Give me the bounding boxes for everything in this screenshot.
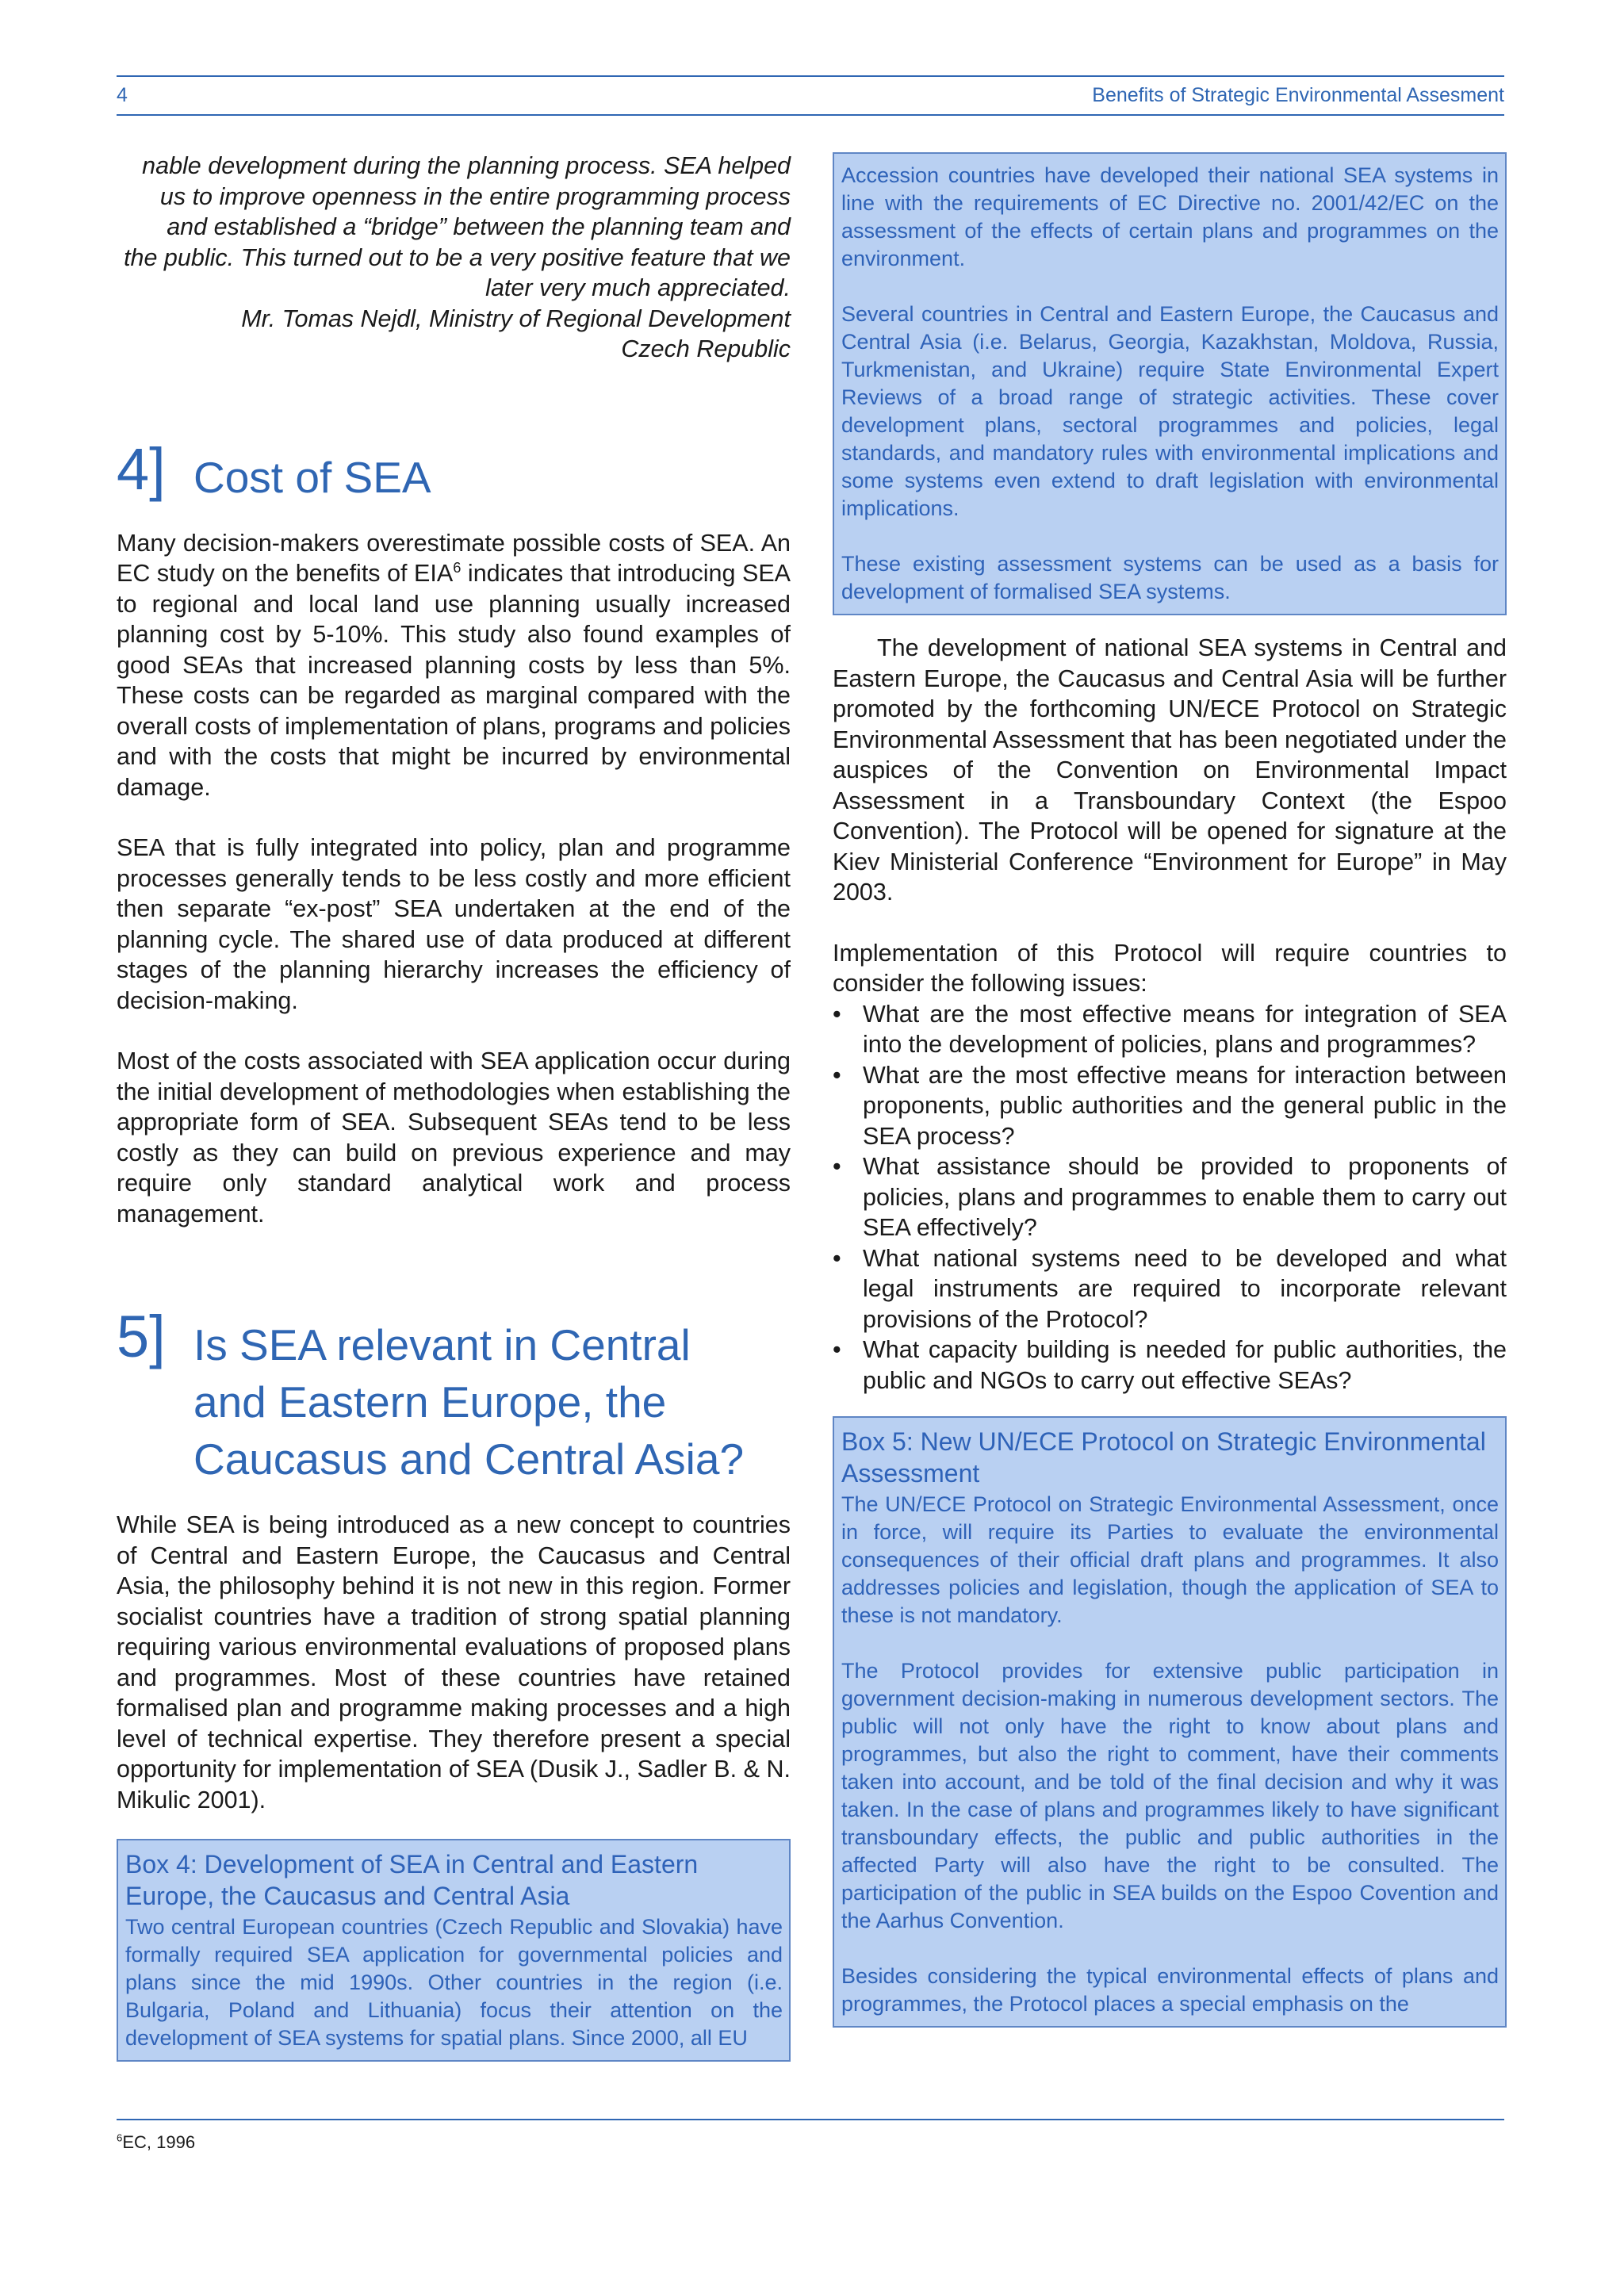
- quote-line: nable development during the planning process. SEA helped: [142, 152, 791, 179]
- box-title: Box 5: New UN/ECE Protocol on Strategic Environmental Assessment: [841, 1427, 1486, 1488]
- right-column: [833, 152, 1507, 2028]
- list-item: • What are the most effective means for integration of SEA into the development of policies, plans and programmes?: [833, 1000, 1507, 1058]
- quote-line: the public. This turned out to be a very positive feature that we: [124, 243, 791, 271]
- quote-line: us to improve openness in the entire programming process: [159, 182, 791, 210]
- quote-attribution-country: Czech Republic: [621, 335, 791, 362]
- paragraph: Most of the costs associated with SEA application occur during the initial development of methodologies when establishing the appropriate form of SEA. Subsequent SEAs tend to be less costly as they can build on previous experience and may require only standard analytical work and process management.: [117, 1047, 791, 1227]
- paragraph: While SEA is being introduced as a new concept to countries of Central and Eastern Europe, the Caucasus and Central Asia, the philosophy behind it is not new in this region. Former socialist countries have a tradition of strong spatial planning requiring various environmental evaluations of proposed plans and programmes. Most of these countries have retained formalised plan and programme making processes and a high level of technical expertise. They therefore present a special opportunity for implementation of SEA (Dusik J., Sadler B. & N. Mikulic 2001).: [117, 1511, 791, 1813]
- list-item: • What national systems need to be developed and what legal instruments are required to incorporate relevant provisions of the Protocol?: [833, 1244, 1507, 1333]
- quote-block: [117, 151, 791, 365]
- running-title: Benefits of Strategic Environmental Assesment: [1092, 84, 1504, 106]
- box-4: [117, 1839, 791, 2062]
- list-item: • What are the most effective means for interaction between proponents, public authorities and the general public in the SEA process?: [833, 1061, 1507, 1150]
- section-5-heading: [117, 1305, 791, 1488]
- page-number: 4: [117, 84, 128, 106]
- section-title: Cost of SEA: [193, 452, 431, 502]
- paragraph: Many decision-makers overestimate possible costs of SEA. An EC study on the benefits of EIA$^6$ indicates that introducing SEA to regional and local land use planning usually increased planning cost by 5-10%. This study also found examples of good SEAs that increased planning costs by less than 5%. These costs can be regarded as marginal compared with the overall costs of implementation of plans, programs and policies and with the costs that might be incurred by environmental damage.: [117, 529, 791, 801]
- footnote-ref: 6: [453, 558, 462, 576]
- issues-list: [833, 999, 1507, 1396]
- footnote-number: 6: [117, 2131, 123, 2144]
- box-title: Box 4: Development of SEA in Central and Eastern Europe, the Caucasus and Central Asia: [125, 1850, 699, 1910]
- section-title: Is SEA relevant in Central and Eastern Europe, the Caucasus and Central Asia?: [193, 1320, 745, 1484]
- paragraph: SEA that is fully integrated into policy, plan and programme processes generally tends to be less costly and more efficient then separate “ex-post” SEA undertaken at the end of the planning cycle. The shared use of data produced at different stages of the planning hierarchy increases the efficiency of decision-making.: [117, 834, 791, 1014]
- box-text: Several countries in Central and Eastern Europe, the Caucasus and Central Asia (i.e. Belarus, Georgia, Kazakhstan, Moldova, Russia, Turkmenistan, and Ukraine) require State Environmental Expert Reviews of a broad range of strategic activities. These cover development plans, sectoral programmes and policies, legal standards, and mandatory rules with environmental implications and some systems even extend to draft legislation with environmental implications.: [841, 302, 1499, 520]
- bullet-icon: •: [833, 1244, 841, 1272]
- bullet-icon: •: [833, 1000, 841, 1028]
- section-number: 5]: [117, 1304, 166, 1369]
- quote-line: and established a “bridge” between the planning team and: [167, 213, 791, 240]
- section-number: 4]: [117, 435, 166, 502]
- box-text: Accession countries have developed their national SEA systems in line with the requirements of EC Directive no. 2001/42/EC on the assessment of the effects of certain plans and programmes on the environment.: [841, 163, 1499, 270]
- paragraph: The development of national SEA systems in Central and Eastern Europe, the Caucasus and Central Asia will be further promoted by the forthcoming UN/ECE Protocol on Strategic Environmental Assessment that has been negotiated under the auspices of the Convention on Environmental Impact Assessment in a Transboundary Context (the Espoo Convention). The Protocol will be opened for signature at the Kiev Ministerial Conference “Environment for Europe” in May 2003.: [833, 634, 1507, 906]
- list-item: • What assistance should be provided to proponents of policies, plans and programmes to enable them to carry out SEA effectively?: [833, 1153, 1507, 1241]
- bullet-icon: •: [833, 1061, 841, 1089]
- header-top-rule: [117, 75, 1504, 77]
- box-text: Two central European countries (Czech Republic and Slovakia) have formally required SEA application for governmental policies and plans since the mid 1990s. Other countries in the region (i.e. Bulgaria, Poland and Lithuania) focus their attention on the development of SEA systems for spatial plans. Since 2000, all EU: [125, 1915, 783, 2050]
- bullet-icon: •: [833, 1153, 841, 1180]
- box-text: Besides considering the typical environmental effects of plans and programmes, the Protocol places a special emphasis on the: [841, 1964, 1499, 2016]
- box-text: These existing assessment systems can be used as a basis for development of formalised SEA systems.: [841, 552, 1499, 603]
- section-4-heading: [117, 435, 791, 506]
- quote-attribution: Mr. Tomas Nejdl, Ministry of Regional Development: [241, 304, 791, 332]
- box-5: [833, 1416, 1507, 2028]
- footnote-rule: [117, 2119, 1504, 2120]
- list-item: • What capacity building is needed for public authorities, the public and NGOs to carry out effective SEAs?: [833, 1336, 1507, 1394]
- box-4-continued: [833, 152, 1507, 615]
- quote-line: later very much appreciated.: [485, 274, 791, 301]
- bullet-icon: •: [833, 1336, 841, 1363]
- box-text: The Protocol provides for extensive public participation in government decision-making in numerous development sectors. The public will not only have the right to know about plans and programmes, but also the right to comment, have their comments taken into account, and be told of the final decision and why it was taken. In the case of plans and programmes likely to have significant transboundary effects, the public and public authorities in the affected Party will also have the right to be consulted. The participation of the public in SEA builds on the Espoo Covention and the Aarhus Convention.: [841, 1659, 1499, 1932]
- footnote: $^6$EC, 1996: [117, 2131, 196, 2152]
- left-column: [117, 151, 791, 2062]
- paragraph: Implementation of this Protocol will require countries to consider the following issues:: [833, 939, 1507, 997]
- box-text: The UN/ECE Protocol on Strategic Environmental Assessment, once in force, will require its Parties to evaluate the environmental consequences of their official draft plans and programmes. It also addresses policies and legislation, though the application of SEA to these is not mandatory.: [841, 1492, 1499, 1627]
- header-bottom-rule: [117, 114, 1504, 116]
